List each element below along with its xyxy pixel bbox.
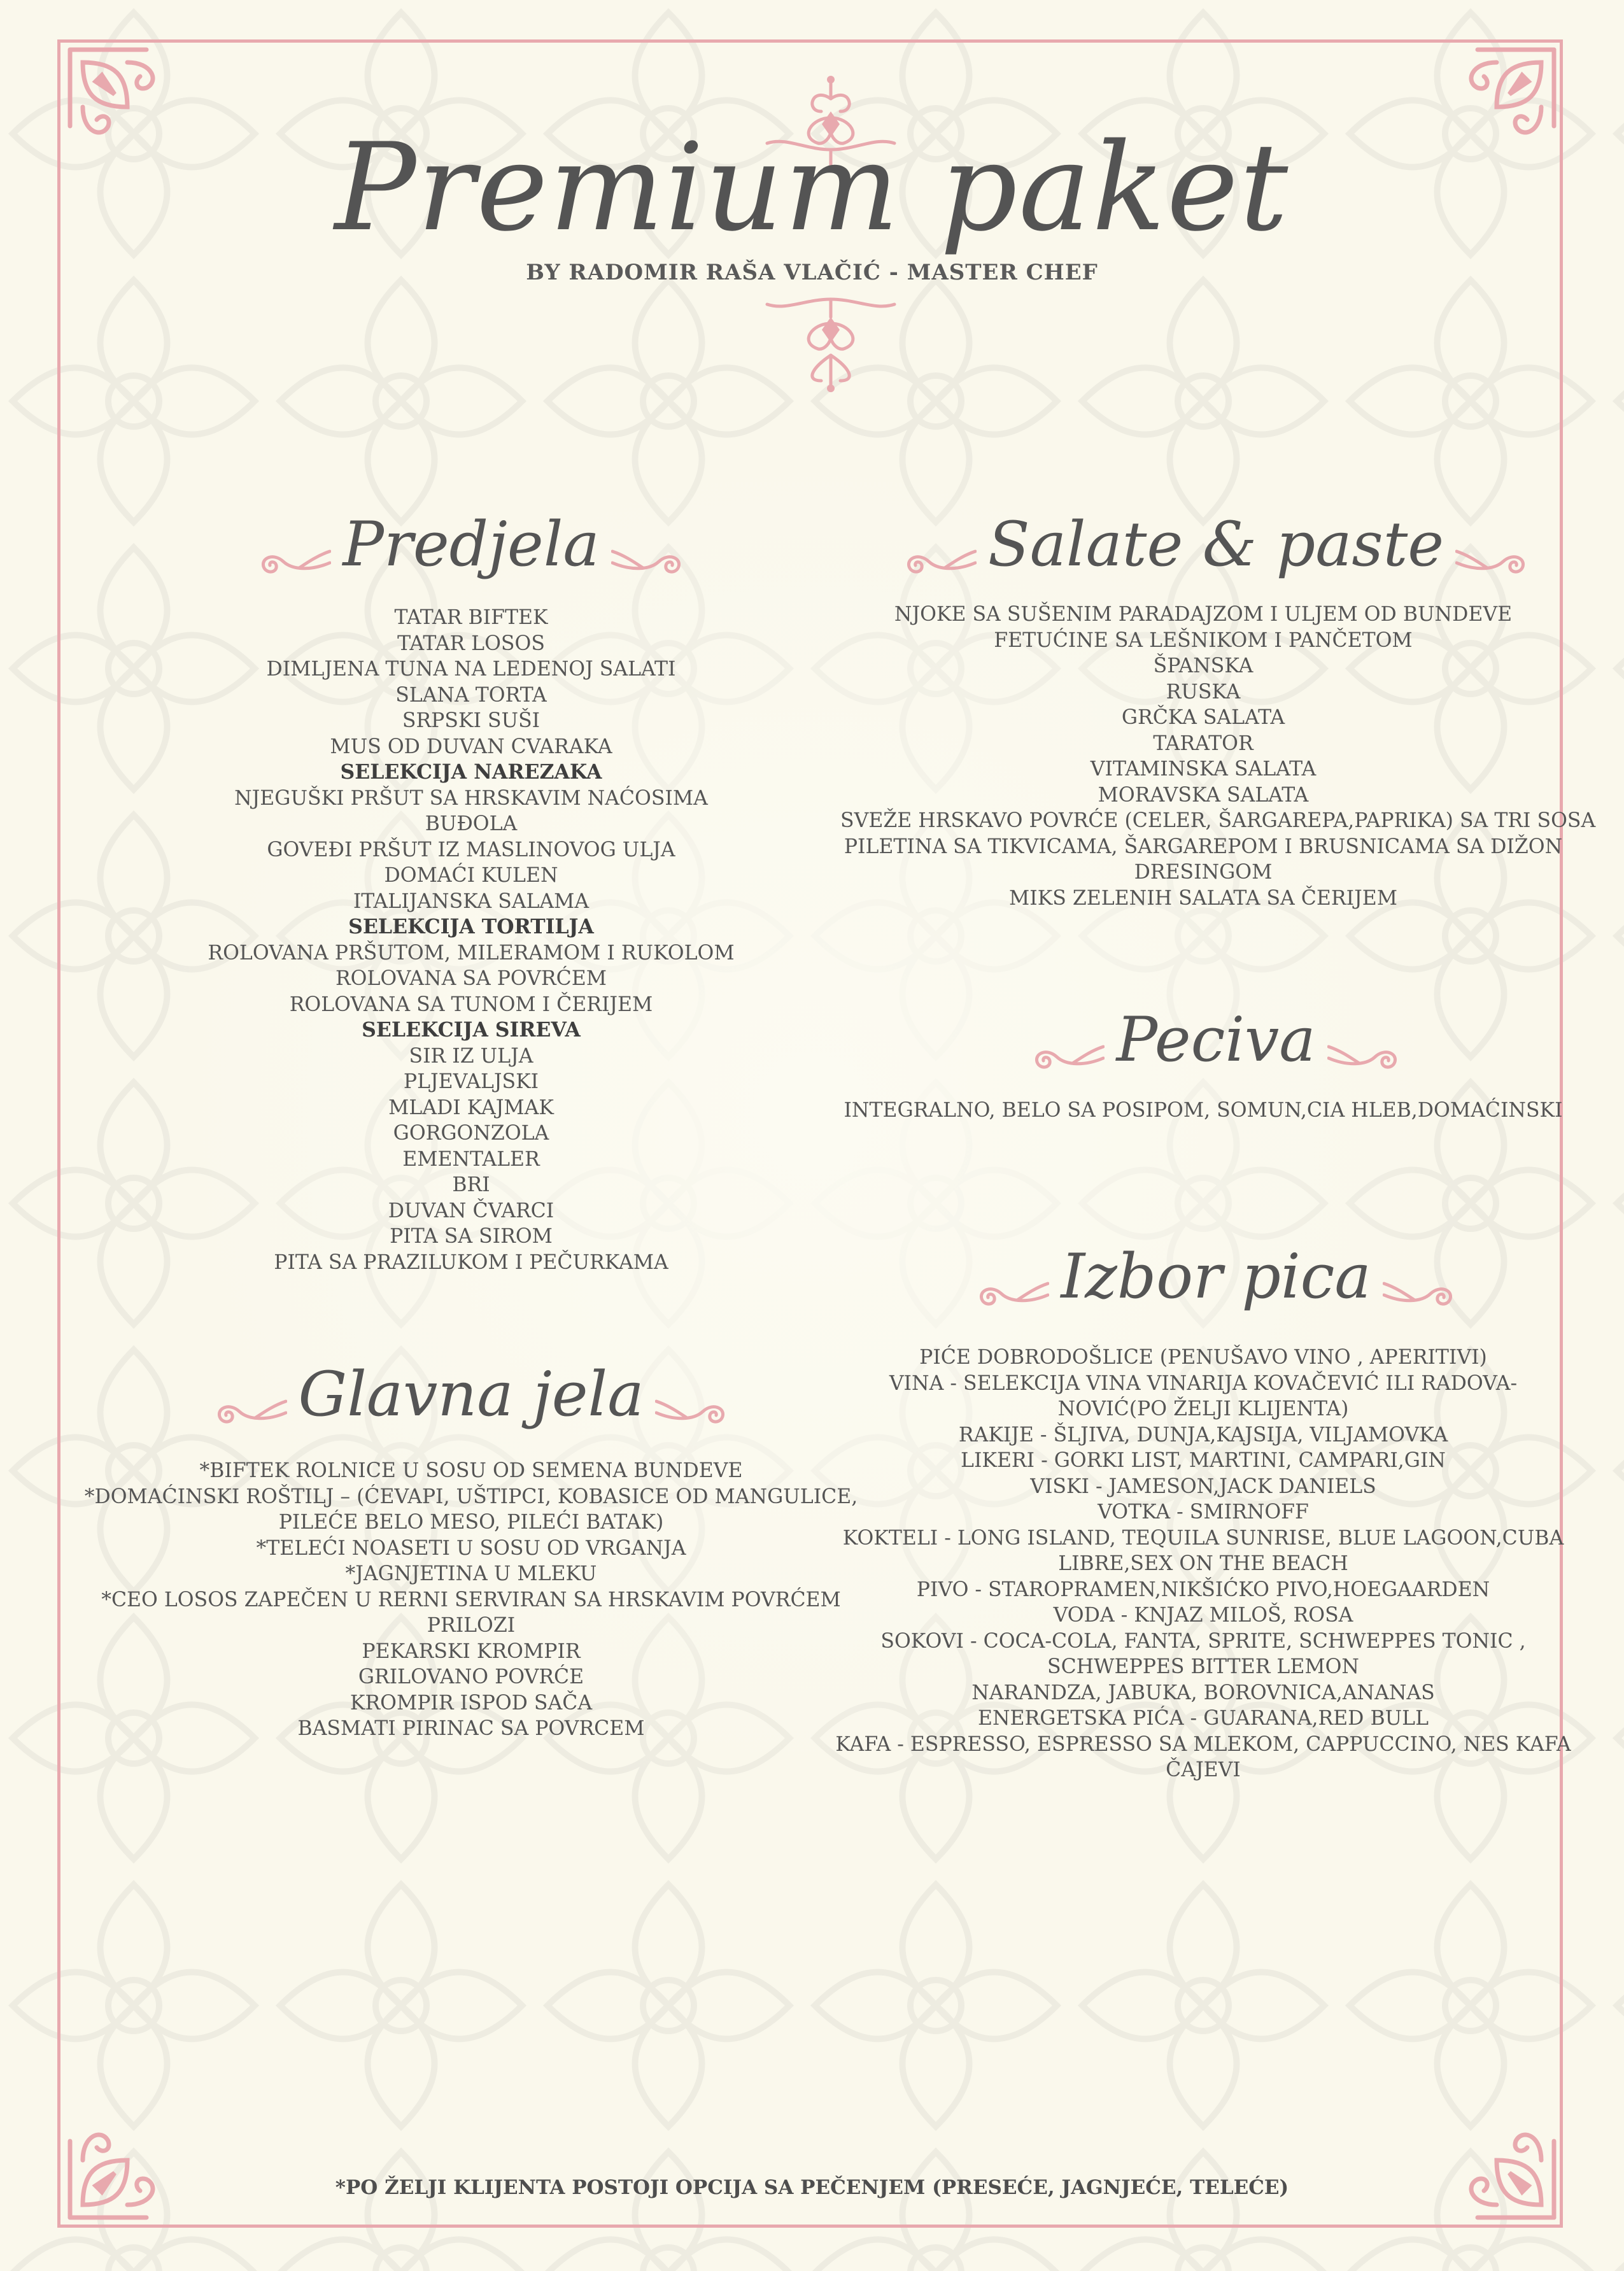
salate-paste-list — [840, 602, 1596, 911]
menu-item: BUĐOLA — [425, 812, 518, 835]
menu-item: VISKI - JAMESON,JACK DANIELS — [1030, 1475, 1376, 1498]
menu-item: RAKIJE - ŠLJIVA, DUNJA,KAJSIJA, VILJAMOVKA — [958, 1423, 1448, 1447]
menu-item: SIR IZ ULJA — [409, 1044, 533, 1068]
menu-item: SVEŽE HRSKAVO POVRĆE (CELER, ŠARGAREPA,PAPRIKA) SA TRI SOSA — [840, 809, 1596, 832]
menu-item: ROLOVANA SA POVRĆEM — [335, 967, 607, 990]
menu-item: PILEĆE BELO MESO, PILEĆI BATAK) — [278, 1511, 664, 1534]
menu-item: DUVAN ČVARCI — [388, 1199, 554, 1222]
menu-item: *DOMAĆINSKI ROŠTILJ – (ĆEVAPI, UŠTIPCI, KOBASICE OD MANGULICE, — [84, 1485, 858, 1508]
menu-item: GOVEĐI PRŠUT IZ MASLINOVOG ULJA — [267, 838, 675, 861]
menu-item: DIMLJENA TUNA NA LEDENOJ SALATI — [266, 658, 676, 681]
menu-item: TATAR LOSOS — [397, 632, 545, 655]
menu-item: FETUĆINE SA LEŠNIKOM I PANČETOM — [994, 628, 1413, 652]
swirl-icon — [1028, 1022, 1105, 1058]
corner-ornament-icon — [1452, 2116, 1567, 2230]
menu-item: ITALIJANSKA SALAMA — [353, 889, 590, 913]
section-title: Izbor pica — [1061, 1241, 1371, 1312]
menu-item: NJOKE SA SUŠENIM PARADAJZOM I ULJEM OD BUNDEVE — [894, 603, 1513, 626]
footer-note: *PO ŽELJI KLIJENTA POSTOJI OPCIJA SA PEČENJEM (PRESEĆE, JAGNJEĆE, TELEĆE) — [335, 2176, 1289, 2199]
menu-item: ENERGETSKA PIĆA - GUARANA,RED BULL — [978, 1707, 1429, 1730]
menu-item: DOMAĆI KULEN — [384, 864, 558, 887]
predjela-list — [191, 605, 751, 1275]
menu-item: *BIFTEK ROLNICE U SOSU OD SEMENA BUNDEVE — [199, 1459, 743, 1482]
menu-item: SCHWEPPES BITTER LEMON — [1047, 1655, 1359, 1678]
menu-subheading: SELEKCIJA NAREZAKA — [340, 760, 602, 784]
swirl-icon — [973, 1259, 1049, 1294]
menu-item: GRILOVANO POVRĆE — [358, 1666, 584, 1688]
title-bottom-ornament-icon — [761, 292, 901, 393]
menu-item: SLANA TORTA — [395, 683, 547, 707]
menu-item: MIKS ZELENIH SALATA SA ČERIJEM — [1009, 886, 1397, 910]
menu-item: VINA - SELEKCIJA VINA VINARIJA KOVAČEVIĆ ILI RADOVA- — [889, 1371, 1518, 1395]
menu-item: VODA - KNJAZ MILOŠ, ROSA — [1053, 1604, 1353, 1627]
menu-item: PRILOZI — [427, 1614, 516, 1637]
section-title: Glavna jela — [298, 1359, 644, 1430]
section-heading-glavna-jela — [191, 1359, 751, 1429]
menu-item: PITA SA SIROM — [390, 1225, 553, 1248]
corner-ornament-icon — [57, 2116, 172, 2230]
swirl-icon — [611, 527, 688, 562]
section-heading-peciva — [993, 1005, 1439, 1075]
menu-item: PEKARSKI KROMPIR — [362, 1639, 581, 1663]
menu-item: VITAMINSKA SALATA — [1090, 758, 1317, 781]
menu-item: BRI — [452, 1173, 490, 1196]
menu-item: SRPSKI SUŠI — [402, 709, 540, 732]
section-heading-salate-paste — [910, 509, 1522, 579]
glavna-jela-list — [83, 1458, 859, 1742]
menu-item: KAFA - ESPRESSO, ESPRESSO SA MLEKOM, CAPPUCCINO, NES KAFA — [835, 1732, 1571, 1756]
menu-item: ROLOVANA SA TUNOM I ČERIJEM — [289, 993, 653, 1016]
menu-item: PIĆE DOBRODOŠLICE (PENUŠAVO VINO , APERITIVI) — [919, 1346, 1487, 1369]
menu-subheading: SELEKCIJA TORTILJA — [348, 915, 594, 938]
menu-item: *CEO LOSOS ZAPEČEN U RERNI SERVIRAN SA HRSKAVIM POVRĆEM — [101, 1588, 841, 1611]
menu-item: *TELEĆI NOASETI U SOSU OD VRGANJA — [256, 1536, 686, 1560]
section-title: Predjela — [342, 509, 600, 580]
menu-subheading: SELEKCIJA SIREVA — [362, 1018, 581, 1042]
menu-item: INTEGRALNO, BELO SA POSIPOM, SOMUN,CIA HLEB,DOMAĆINSKI — [844, 1099, 1563, 1122]
menu-item: KOKTELI - LONG ISLAND, TEQUILA SUNRISE, BLUE LAGOON,CUBA — [842, 1526, 1564, 1550]
menu-item: SOKOVI - COCA-COLA, FANTA, SPRITE, SCHWEPPES TONIC , — [880, 1629, 1526, 1653]
section-title: Peciva — [1116, 1004, 1316, 1075]
menu-item: GRČKA SALATA — [1121, 706, 1285, 729]
menu-item: PITA SA PRAZILUKOM I PEČURKAMA — [274, 1250, 668, 1274]
menu-item: GORGONZOLA — [393, 1122, 549, 1145]
menu-item: PILETINA SA TIKVICAMA, ŠARGAREPOM I BRUSNICAMA SA DIŽON — [844, 835, 1563, 858]
peciva-list — [840, 1098, 1566, 1124]
menu-item: MORAVSKA SALATA — [1098, 783, 1309, 807]
menu-item: ČAJEVI — [1166, 1758, 1241, 1781]
section-heading-izbor-pica — [955, 1242, 1477, 1312]
menu-item: MLADI KAJMAK — [388, 1096, 554, 1119]
swirl-icon — [255, 527, 331, 562]
menu-item: TATAR BIFTEK — [394, 606, 548, 629]
menu-item: ROLOVANA PRŠUTOM, MILERAMOM I RUKOLOM — [208, 941, 735, 965]
menu-item: NJEGUŠKI PRŠUT SA HRSKAVIM NAĆOSIMA — [234, 786, 708, 810]
swirl-icon — [1455, 527, 1532, 562]
section-heading-predjela — [242, 509, 700, 579]
section-title: Salate & paste — [987, 509, 1444, 580]
menu-item: TARATOR — [1153, 732, 1253, 755]
menu-item: KROMPIR ISPOD SAČA — [350, 1691, 593, 1715]
page-subtitle: BY RADOMIR RAŠA VLAČIĆ - MASTER CHEF — [526, 260, 1098, 285]
menu-item: PIVO - STAROPRAMEN,NIKŠIĆKO PIVO,HOEGAARDEN — [916, 1578, 1490, 1601]
menu-item: LIBRE,SEX ON THE BEACH — [1058, 1552, 1348, 1575]
menu-item: RUSKA — [1166, 680, 1241, 704]
menu-item: MUS OD DUVAN CVARAKA — [330, 735, 612, 758]
menu-item: *JAGNJETINA U MLEKU — [345, 1562, 597, 1585]
menu-item: PLJEVALJSKI — [403, 1070, 539, 1093]
swirl-icon — [655, 1376, 731, 1412]
swirl-icon — [1383, 1259, 1459, 1294]
swirl-icon — [900, 527, 977, 562]
menu-item: VOTKA - SMIRNOFF — [1098, 1501, 1309, 1524]
menu-item: NOVIĆ(PO ŽELJI KLIJENTA) — [1057, 1397, 1349, 1420]
menu-item: ŠPANSKA — [1153, 654, 1253, 677]
menu-item: EMENTALER — [402, 1147, 540, 1171]
izbor-pica-list — [828, 1345, 1579, 1783]
menu-item: NARANDZA, JABUKA, BOROVNICA,ANANAS — [971, 1681, 1435, 1704]
swirl-icon — [1327, 1022, 1404, 1058]
menu-item: DRESINGOM — [1134, 861, 1273, 884]
page-title: Premium paket — [334, 117, 1290, 258]
menu-item: LIKERI - GORKI LIST, MARTINI, CAMPARI,GIN — [961, 1449, 1446, 1472]
swirl-icon — [211, 1376, 287, 1412]
menu-item: BASMATI PIRINAC SA POVRCEM — [297, 1717, 645, 1740]
